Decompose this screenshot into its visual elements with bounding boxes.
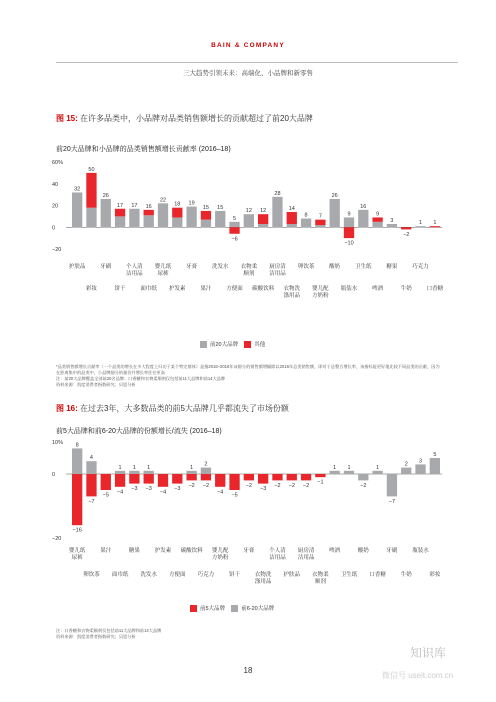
category-label: 面巾纸: [140, 286, 157, 292]
bar-series1: [244, 214, 254, 227]
y-tick-label: −20: [52, 247, 62, 253]
bar-series2: [229, 227, 239, 234]
figure16-note-text: 注：口香糖和衣物柔顺剂仅包括前11大品牌和前14大品牌: [56, 628, 162, 633]
bar-series2: [201, 468, 211, 474]
figure15-note2: 注：前20大品牌覆盖全部前20名品牌；口香糖和衣物柔顺剂仅包括前11大品牌和前14大品牌: [56, 376, 226, 381]
bar-value-label: −4: [159, 489, 167, 496]
category-label: 啤酒: [329, 548, 341, 554]
y-tick-label: −20: [52, 536, 62, 542]
category-label: 酸奶: [329, 264, 341, 270]
category-label: 涤用品: [254, 579, 272, 584]
category-label: 卫生纸: [340, 572, 358, 578]
figure15-caption: 在许多品类中，小品牌对品类销售额增长的贡献超过了前20大品牌: [80, 114, 313, 123]
bar-value-label: 8: [304, 212, 308, 219]
bar-value-label: −7: [88, 498, 95, 505]
bar-series1: [115, 474, 125, 487]
bar-series2: [86, 461, 96, 474]
bar-series1: [129, 474, 139, 484]
bar-value-label: 1: [118, 464, 122, 471]
category-label: 牛奶: [400, 286, 412, 292]
bar-series1: [229, 222, 239, 227]
category-label: 糖果: [128, 548, 140, 554]
category-label: 个人清: [126, 264, 143, 270]
bar-series1: [201, 220, 211, 228]
bar-series1: [272, 197, 282, 227]
category-label: 尿裤: [157, 271, 169, 277]
bar-value-label: 2: [204, 461, 208, 468]
bar-series1: [387, 224, 397, 227]
category-label: 厨房清: [297, 548, 315, 554]
bar-value-label: 9: [347, 211, 351, 218]
watermark-text: 微信号 useit.com.cn: [382, 671, 454, 680]
bar-series1: [301, 219, 311, 228]
bar-value-label: 8: [75, 442, 79, 449]
bar-series2: [430, 226, 440, 227]
bar-series2: [186, 471, 196, 474]
category-label: 婴儿配: [211, 548, 229, 554]
bar-value-label: 1: [190, 464, 194, 471]
bar-series1: [358, 210, 368, 227]
category-label: 方便面: [169, 572, 186, 578]
bar-value-label: 26: [102, 192, 109, 199]
bar-series2: [172, 208, 182, 218]
bar-value-label: −5: [102, 492, 109, 499]
bar-value-label: 1: [376, 464, 380, 471]
category-label: 果汁: [100, 548, 112, 554]
bar-series1: [258, 224, 268, 227]
figure15-heading: [56, 113, 313, 124]
brand-logo: BAIN & COMPANY: [211, 42, 285, 49]
bar-series1: [258, 474, 268, 484]
category-label: 洗发水: [211, 264, 229, 270]
category-label: 口香糖: [369, 572, 386, 578]
category-label: 洁用品: [126, 271, 143, 277]
figure16-source: 资料来源：凯度消费者指数研究；贝恩分析: [56, 634, 136, 639]
bar-series1: [229, 474, 239, 490]
bar-value-label: 5: [233, 215, 237, 222]
category-label: 洁用品: [269, 271, 286, 277]
bar-series2: [287, 212, 297, 224]
legend-swatch-others: [244, 341, 251, 348]
figure15-note: [56, 364, 440, 388]
chart2-legend: [190, 604, 274, 612]
bar-series1: [86, 208, 96, 228]
bar-series1: [72, 192, 82, 227]
bar-series1: [330, 199, 340, 227]
bar-series1: [272, 474, 282, 480]
bar-series1: [72, 474, 82, 525]
category-label: 卵饮茶: [83, 572, 100, 578]
category-label: 饼干: [229, 572, 241, 578]
bar-series2: [115, 209, 125, 217]
figure15-source: 资料来源：凯度消费者指数研究；贝恩分析: [56, 382, 136, 387]
bar-value-label: −10: [344, 240, 354, 247]
category-label: 方奶粉: [312, 293, 329, 299]
bar-series2: [115, 471, 125, 474]
legend-label-others: 其他: [254, 342, 266, 348]
category-label: 衣物柔: [240, 264, 258, 270]
category-label: 方便面: [226, 286, 243, 292]
category-label: 巧克力: [412, 264, 429, 270]
bar-value-label: 28: [274, 190, 281, 197]
chart1-legend: [200, 340, 265, 348]
bar-series1: [144, 215, 154, 227]
category-label: 碳酸饮料: [252, 286, 275, 292]
y-tick-label: 20: [52, 203, 59, 210]
bar-series2: [315, 220, 325, 225]
bar-series2: [344, 471, 354, 474]
bar-value-label: −2: [245, 482, 252, 489]
bar-series2: [144, 471, 154, 474]
category-label: 牙膏: [243, 548, 255, 554]
bar-value-label: 17: [131, 202, 138, 209]
category-label: 涤用品: [283, 293, 301, 299]
bar-value-label: −3: [260, 486, 267, 493]
category-label: 婴儿纸: [68, 548, 86, 554]
bar-series1: [344, 217, 354, 227]
bar-value-label: 50: [88, 166, 95, 173]
category-label: 牙膏: [186, 264, 198, 270]
bar-value-label: −7: [388, 498, 396, 505]
bar-series1: [415, 226, 425, 227]
y-tick-label: 10%: [52, 440, 64, 446]
bar-value-label: 18: [174, 201, 181, 208]
bar-series1: [186, 207, 196, 228]
category-label: 果汁: [200, 286, 212, 292]
category-label: 护肤品: [283, 572, 301, 578]
category-label: 个人清: [269, 548, 286, 554]
category-label: 牛奶: [400, 572, 412, 578]
bar-series2: [144, 210, 154, 215]
bar-value-label: 1: [347, 464, 351, 471]
bar-series1: [244, 474, 254, 480]
bar-value-label: −5: [231, 492, 238, 499]
category-label: 啤酒: [372, 286, 384, 292]
category-label: 口香糖: [426, 286, 444, 292]
category-label: 顺剂: [314, 579, 326, 584]
bar-value-label: −3: [131, 486, 138, 493]
bar-value-label: 1: [333, 464, 337, 471]
bar-series2: [415, 464, 425, 474]
bar-series1: [372, 222, 382, 227]
bar-series1: [201, 474, 211, 480]
category-label: 婴儿纸: [154, 264, 172, 270]
bar-value-label: 26: [331, 192, 338, 199]
category-label: 面巾纸: [111, 572, 129, 578]
legend-label-top6-20: 前6-20大品牌: [241, 606, 275, 612]
bar-series1: [129, 209, 139, 227]
bar-value-label: 12: [260, 208, 267, 215]
bar-value-label: −3: [145, 486, 152, 493]
bar-series1: [144, 474, 154, 484]
bar-value-label: 32: [74, 186, 81, 193]
category-label: 牙刷: [386, 548, 398, 554]
header-divider: [56, 62, 458, 63]
chart2-svg: [50, 434, 450, 584]
category-label: 卵饮茶: [297, 264, 315, 270]
category-label: 洁用品: [269, 555, 286, 561]
bar-series1: [101, 199, 111, 227]
y-tick-label: 40: [52, 181, 59, 188]
bar-value-label: −16: [72, 527, 82, 534]
bar-value-label: 16: [145, 203, 152, 210]
chart1-svg: [50, 150, 450, 355]
figure16-note: [56, 628, 440, 640]
bar-value-label: 22: [159, 197, 167, 204]
category-label: 酸奶: [357, 548, 369, 554]
y-tick-label: 60%: [52, 160, 64, 166]
bar-value-label: −2: [274, 482, 281, 489]
bar-series2: [258, 214, 268, 224]
category-label: 巧克力: [197, 572, 215, 578]
bar-value-label: −4: [116, 489, 124, 496]
bar-series1: [315, 225, 325, 227]
bar-series1: [215, 474, 225, 487]
category-label: 护发素: [169, 286, 186, 292]
bar-value-label: 4: [89, 455, 93, 462]
page-number: 18: [243, 666, 253, 675]
bar-value-label: 14: [288, 206, 295, 213]
bar-series1: [158, 203, 168, 227]
bar-value-label: −2: [403, 231, 410, 238]
category-label: 厨房清: [269, 264, 286, 270]
bar-series1: [315, 474, 325, 477]
category-label: 衣物柔: [312, 572, 329, 578]
bar-series2: [372, 471, 382, 474]
bar-value-label: 19: [188, 200, 195, 207]
category-label: 瓶装水: [412, 548, 429, 554]
watermark-logo: 知识库: [410, 646, 447, 660]
bar-value-label: −4: [217, 489, 224, 496]
category-label: 护肤品: [68, 264, 86, 270]
bar-value-label: 5: [433, 452, 437, 458]
bar-series2: [201, 211, 211, 220]
bar-value-label: 7: [318, 213, 322, 220]
bar-value-label: 3: [390, 217, 394, 224]
y-tick-label: 0: [52, 472, 56, 478]
category-label: 糖果: [386, 264, 398, 270]
bar-value-label: 1: [132, 464, 136, 471]
bar-value-label: −3: [174, 486, 181, 493]
bar-value-label: 12: [245, 208, 252, 215]
bar-value-label: 2: [404, 461, 408, 468]
category-label: 牙刷: [100, 264, 112, 270]
bar-value-label: 9: [376, 211, 380, 218]
bar-value-label: −2: [202, 482, 210, 489]
bar-series2: [86, 173, 96, 208]
figure16-caption: 在过去3年，大多数品类的前5大品牌几乎都流失了市场份额: [80, 404, 289, 413]
figure16-label: 图 16:: [56, 404, 78, 413]
bar-series2: [430, 458, 440, 474]
bar-value-label: 1: [433, 220, 437, 227]
bar-series2: [372, 217, 382, 221]
chart1-title: 前20大品牌和小品牌的品类销售额增长贡献率 (2016–18): [56, 146, 231, 153]
bar-value-label: 17: [117, 202, 124, 209]
bar-value-label: 1: [147, 464, 151, 471]
category-label: 彩妆: [429, 572, 441, 578]
legend-swatch-top6-20: [231, 605, 238, 612]
bar-value-label: −1: [317, 479, 324, 486]
bar-value-label: 16: [360, 203, 367, 210]
bar-series1: [158, 474, 168, 487]
bar-series1: [172, 217, 182, 227]
category-label: 婴儿配: [312, 286, 329, 292]
legend-label-top5: 前5大品牌: [200, 606, 226, 612]
bar-value-label: −2: [302, 482, 310, 489]
category-label: 瓶装水: [340, 286, 358, 292]
category-label: 方奶粉: [211, 555, 229, 561]
legend-label-top20: 前20大品牌: [210, 342, 239, 348]
bar-series1: [86, 474, 96, 496]
category-label: 衣物洗: [283, 286, 301, 292]
figure15-label: 图 15:: [56, 114, 78, 123]
bar-series1: [301, 474, 311, 480]
y-tick-label: 0: [52, 225, 56, 232]
category-label: 碳酸饮料: [180, 548, 203, 554]
bar-value-label: −2: [288, 482, 295, 489]
figure15-note-text: *品类销售额增长贡献率（一个品类的增长在多大程度上归功于某个特定群体）是指2016–2018年该细分的销售额增幅除以2016年总类销售额，即对于总整合增长率，该指标能更好地比较不同品类的贡献，因为在距离集中的品类中，小品牌细分的量仍并增长率往往更高: [56, 364, 440, 375]
bar-series2: [387, 474, 397, 496]
legend-swatch-top20: [200, 341, 207, 348]
bar-series2: [330, 471, 340, 474]
bar-series1: [287, 474, 297, 480]
page-subtitle: 三大趋势引领未来：高端化、小品牌和新零售: [183, 70, 313, 77]
bar-series1: [215, 211, 225, 227]
bar-series2: [401, 468, 411, 474]
category-label: 饼干: [114, 286, 126, 292]
bar-value-label: −2: [360, 482, 367, 489]
bar-value-label: 15: [202, 204, 209, 211]
bar-series1: [115, 216, 125, 227]
bar-series2: [344, 227, 354, 238]
bar-value-label: 3: [419, 458, 423, 465]
legend-swatch-top5: [190, 605, 197, 612]
bar-series1: [186, 474, 196, 480]
bar-series2: [358, 474, 368, 480]
category-label: 洁用品: [297, 555, 315, 561]
bar-series2: [129, 471, 139, 474]
bar-value-label: −6: [231, 236, 238, 243]
category-label: 顺剂: [243, 271, 255, 277]
bar-series1: [101, 474, 111, 490]
chart2-title: 前5大品牌和前6-20大品牌的份额增长/流失 (2016–18): [56, 428, 222, 435]
bar-series1: [172, 474, 182, 484]
category-label: 衣物洗: [254, 572, 272, 578]
category-label: 卫生纸: [355, 264, 372, 270]
bar-series1: [287, 224, 297, 227]
bar-series2: [401, 227, 411, 229]
category-label: 彩妆: [85, 286, 97, 292]
bar-series2: [72, 448, 82, 474]
bar-value-label: 15: [217, 204, 224, 211]
bar-value-label: −2: [188, 482, 195, 489]
bar-value-label: 1: [419, 220, 423, 227]
category-label: 尿裤: [71, 555, 83, 561]
category-label: 洗发水: [140, 572, 157, 578]
category-label: 护发素: [154, 548, 172, 554]
figure16-heading: [56, 403, 289, 414]
